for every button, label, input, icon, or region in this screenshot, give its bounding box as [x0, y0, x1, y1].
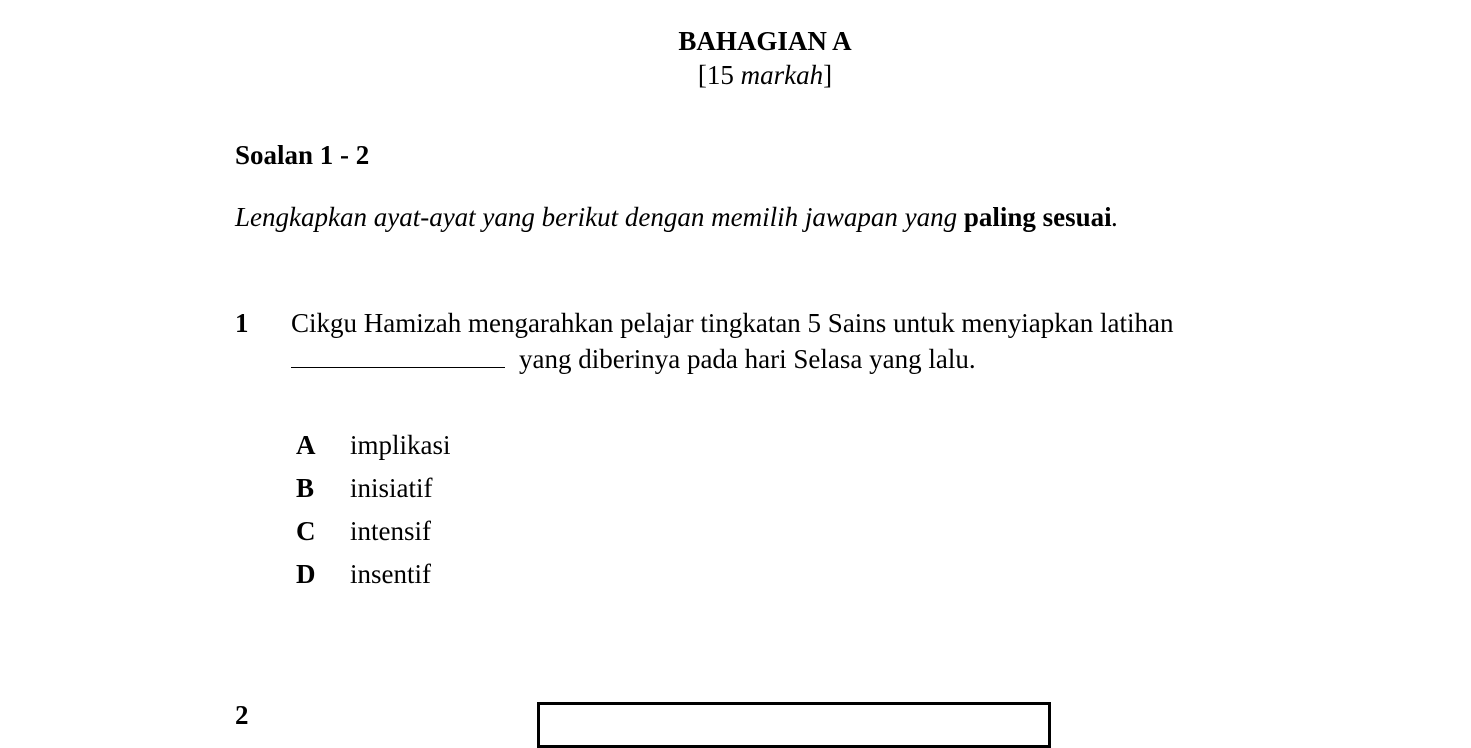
question-number: 2 — [235, 700, 249, 730]
question-text-line2 — [291, 341, 976, 377]
answer-options — [296, 424, 451, 596]
question-number: 1 — [235, 308, 249, 338]
option-b[interactable] — [296, 467, 451, 510]
option-d[interactable] — [296, 553, 451, 596]
option-letter: B — [296, 473, 315, 503]
instruction-end: . — [1111, 202, 1119, 232]
section-title: BAHAGIAN A — [678, 26, 852, 56]
option-a[interactable] — [296, 424, 451, 467]
marks-close: ] — [823, 60, 833, 90]
question-range-heading: Soalan 1 - 2 — [235, 140, 370, 170]
option-text: implikasi — [350, 430, 451, 460]
marks-word: markah — [740, 60, 824, 90]
question-2-box — [537, 702, 1051, 748]
option-text: insentif — [350, 559, 431, 589]
option-text: inisiatif — [350, 473, 433, 503]
instruction-emphasis: paling sesuai — [963, 202, 1112, 232]
instruction-text — [235, 200, 1118, 234]
option-text: intensif — [350, 516, 431, 546]
instruction-italic: Lengkapkan ayat-ayat yang berikut dengan memilih jawapan yang — [235, 202, 964, 232]
question-text-line1: Cikgu Hamizah mengarahkan pelajar tingkatan 5 Sains untuk menyiapkan latihan — [291, 308, 1174, 338]
option-letter: D — [296, 559, 316, 589]
answer-blank — [291, 343, 505, 368]
option-letter: A — [296, 430, 316, 460]
marks-open: [15 — [697, 60, 741, 90]
option-c[interactable] — [296, 510, 451, 553]
option-letter: C — [296, 516, 316, 546]
section-marks — [0, 58, 1471, 92]
question-text-after-blank: yang diberinya pada hari Selasa yang lalu. — [519, 344, 976, 374]
